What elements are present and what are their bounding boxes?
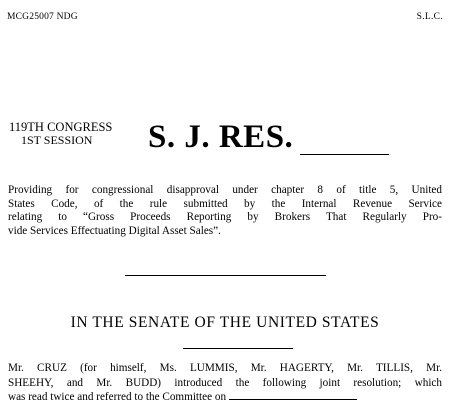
resolution-number-blank [300,154,389,155]
office-code: S.L.C. [416,12,443,22]
intro-line-text: was read twice and referred to the Committee on [8,391,227,403]
purpose-line: relating to “Gross Proceeds Reporting by Brokers That Regularly Pro- [8,211,442,224]
intro-line: Mr. CRUZ (for himself, Ms. LUMMIS, Mr. HAGERTY, Mr. TILLIS, Mr. [8,362,442,374]
intro-line: SHEEHY, and Mr. BUDD) introduced the following joint resolution; which [8,376,442,389]
purpose-line: States Code, of the rule submitted by the Internal Revenue Service [8,197,442,210]
congress-number: 119TH CONGRESS [9,120,113,134]
divider-rule-short [183,348,293,349]
purpose-line: Providing for congressional disapproval under chapter 8 of title 5, United [8,184,442,196]
divider-rule [125,275,326,276]
committee-blank [229,390,357,400]
chamber-heading: IN THE SENATE OF THE UNITED STATES [70,314,380,331]
session-number: 1ST SESSION [21,133,93,147]
purpose-line: vide Services Effectuating Digital Asset Sales”. [8,224,221,237]
purpose-statement [8,184,442,238]
intro-line-last [8,390,442,405]
document-id: MCG25007 NDG [7,12,78,22]
introduction-statement [8,361,442,405]
resolution-label: S. J. RES. [148,119,294,155]
